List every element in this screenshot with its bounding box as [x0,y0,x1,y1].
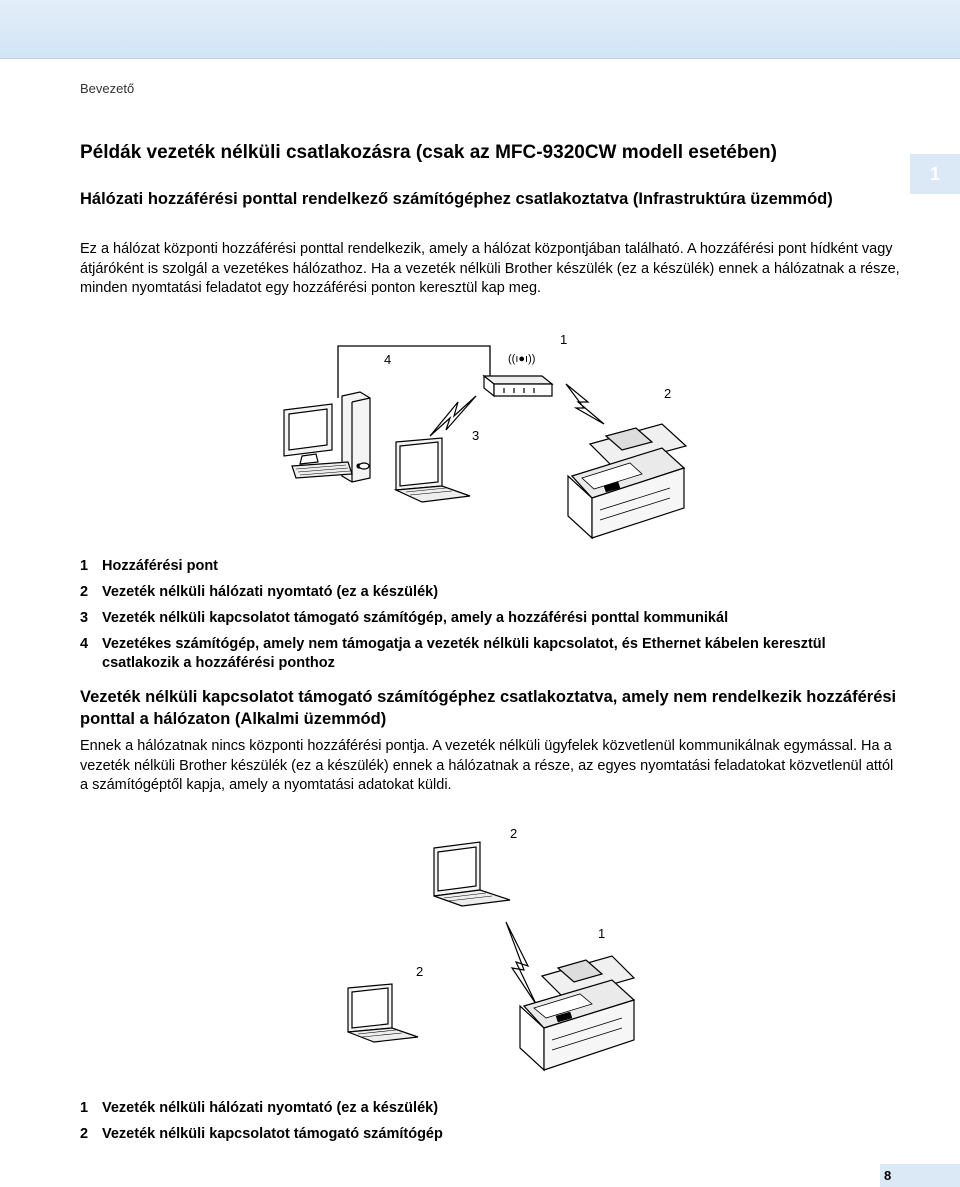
infra-legend [80,557,900,680]
chapter-tab [910,154,960,194]
infra-paragraph: Ez a hálózat központi hozzáférési ponttal rendelkezik, amely a hálózat központjában található. A hozzáférési pont hídként vagy átjáróként is szolgál a vezetékes hálózathoz. Ha a vezeték nélküli Brother készülék (ez a készülék) ennek a hálózatnak a része, minden nyomtatási feladatot egy hozzáférési ponton keresztül kap meg. [80,241,900,296]
page-number-box [880,1164,960,1187]
adhoc-heading: Vezeték nélküli kapcsolatot támogató számítógéphez csatlakoztatva, amely nem rendelkezik hozzáférési ponttal a hálózaton (Alkalmi üzemmód) [80,688,897,728]
header-band [0,0,960,59]
chapter-number: 1 [929,163,940,184]
figure-label-2-top: 2 [510,826,518,841]
infrastructure-diagram [270,326,700,546]
laptop-icon [434,842,510,906]
page-title: Példák vezeték nélküli csatlakozásra (csak az MFC-9320CW modell esetében) [80,142,777,163]
infra-heading: Hálózati hozzáférési ponttal rendelkező számítógéphez csatlakoztatva (Infrastruktúra üzemmód) [80,190,833,208]
adhoc-paragraph: Ennek a hálózatnak nincs központi hozzáférési pontja. A vezeték nélküli ügyfelek közvetlenül kommunikálnak egymással. Ha a vezeték nélküli Brother készülék (ez a készülék) ennek a hálózatnak a része, az egyes nyomtatási feladatokat közvetlenül attól a számítógéptől kapja, amely a nyomtatási adatokat küldi. [80,738,894,793]
list-item: 3 Vezeték nélküli kapcsolatot támogató számítógép, amely a hozzáférési ponttal kommunikál [80,610,729,626]
list-item: 1 Hozzáférési pont [80,558,219,574]
printer-icon [520,956,634,1070]
list-item: 2 Vezeték nélküli kapcsolatot támogató számítógép [80,1126,443,1142]
list-item: 2 Vezeték nélküli hálózati nyomtató (ez a készülék) [80,584,439,600]
list-item: 4 Vezetékes számítógép, amely nem támogatja a vezeték nélküli kapcsolatot, és Ethernet kábelen keresztül csatlakozik a hozzáférési ponthoz [80,636,826,671]
figure-label-4: 4 [384,352,392,367]
laptop-icon [396,438,470,502]
ethernet-cable [338,346,490,398]
page-number: 8 [884,1168,892,1183]
figure-label-3: 3 [472,428,480,443]
figure-label-1: 1 [598,926,606,941]
laptop-icon [348,984,418,1042]
breadcrumb: Bevezető [80,81,135,96]
adhoc-legend [80,1099,900,1151]
figure-label-2: 2 [664,386,672,401]
list-item: 1 Vezeték nélküli hálózati nyomtató (ez a készülék) [80,1100,439,1116]
desktop-pc-icon [284,392,370,482]
figure-label-1: 1 [560,332,568,347]
access-point-icon [484,353,552,396]
adhoc-diagram [330,818,650,1093]
figure-label-2-left: 2 [416,964,424,979]
printer-icon [568,424,686,538]
wireless-bolt-icon [506,922,536,1004]
svg-text:((ı●ı)): ((ı●ı)) [508,353,536,365]
